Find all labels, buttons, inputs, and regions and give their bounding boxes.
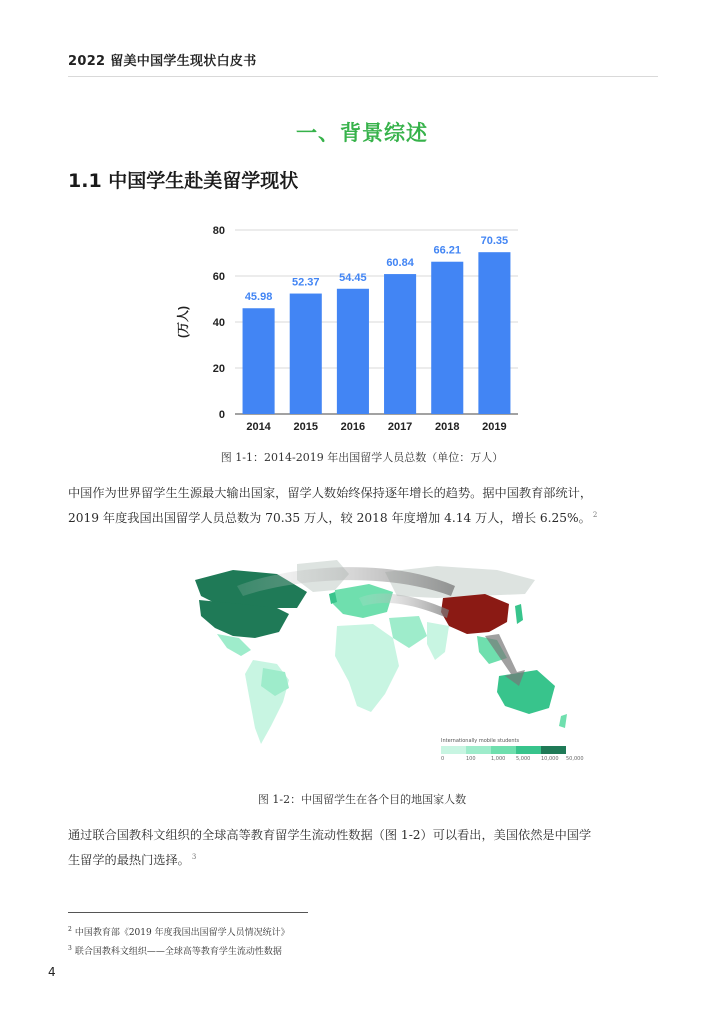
legend-label: 50,000 [566, 756, 584, 762]
legend-swatch-4 [516, 746, 541, 754]
bar [384, 274, 416, 414]
legend-label: 100 [466, 756, 476, 762]
new-zealand-shape [559, 714, 567, 728]
data-label: 70.35 [480, 235, 509, 248]
bar-chart [160, 214, 540, 444]
paragraph-1-line-1: 中国作为世界留学生生源最大输出国家，留学人数始终保持逐年增长的趋势。据中国教育部统计， [68, 486, 593, 500]
y-tick-label: 60 [212, 271, 225, 283]
bar [337, 289, 369, 414]
legend-label: 5,000 [516, 756, 531, 762]
map-legend-labels [441, 756, 591, 762]
data-label: 60.84 [386, 257, 414, 270]
footnote-ref-2[interactable]: 2 [592, 511, 598, 519]
india-shape [427, 622, 449, 660]
x-tick-label: 2019 [482, 421, 507, 433]
footnote-number: 2 [68, 926, 72, 933]
bar [290, 294, 322, 414]
australia-shape [497, 670, 555, 714]
y-axis-label: (万人) [176, 306, 190, 338]
footnote-2 [68, 925, 290, 938]
china-shape [441, 594, 509, 634]
x-tick-label: 2014 [246, 421, 271, 433]
legend-label: 10,000 [541, 756, 559, 762]
y-tick-label: 40 [212, 317, 225, 329]
map-legend-bar [441, 746, 566, 754]
page-number: 4 [48, 965, 56, 979]
data-label: 52.37 [291, 276, 320, 289]
x-tick-label: 2016 [340, 421, 366, 433]
x-tick-label: 2015 [293, 421, 318, 433]
data-label: 45.98 [244, 291, 273, 304]
footnote-text: 联合国教科文组织——全球高等教育学生流动性数据 [74, 947, 282, 957]
paragraph-1-line-2: 2019 年度我国出国留学人员总数为 70.35 万人，较 2018 年度增加 4.14 万人，增长 6.25%。 [68, 511, 591, 526]
footnote-number: 3 [68, 945, 72, 952]
legend-swatch-3 [491, 746, 516, 754]
middle-east-shape [389, 616, 427, 648]
y-tick-label: 20 [212, 363, 225, 375]
y-tick-label: 0 [218, 409, 225, 421]
legend-swatch-1 [441, 746, 466, 754]
legend-swatch-5 [541, 746, 566, 754]
header-title: 2022 留美中国学生现状白皮书 [68, 54, 257, 69]
legend-swatch-2 [466, 746, 491, 754]
legend-label: 0 [441, 756, 445, 762]
paragraph-2-line-2: 生留学的最热门选择。 [68, 853, 190, 868]
section-title: 一、背景综述 [296, 121, 428, 145]
data-label: 66.21 [433, 244, 462, 257]
bar [243, 308, 275, 414]
figure-caption-1: 图 1-1：2014-2019 年出国留学人员总数（单位：万人） [220, 451, 504, 464]
paragraph-1 [68, 482, 658, 529]
bar [478, 252, 510, 414]
mexico-shape [217, 634, 251, 656]
data-label: 54.45 [339, 271, 367, 284]
legend-label: 1,000 [491, 756, 506, 762]
header-divider [68, 76, 658, 77]
paragraph-2-line-1: 通过联合国教科文组织的全球高等教育留学生流动性数据（图 1-2）可以看出，美国依然是中国学 [68, 828, 592, 842]
japan-shape [515, 604, 523, 624]
footnote-3 [68, 944, 282, 957]
paragraph-2 [68, 824, 658, 871]
footnote-text: 中国教育部《2019 年度我国出国留学人员情况统计》 [74, 928, 290, 938]
x-tick-label: 2018 [435, 421, 460, 433]
map-legend-title: Internationally mobile students [441, 738, 520, 744]
subsection-title: 1.1 中国学生赴美留学现状 [68, 170, 299, 192]
footnote-ref-3[interactable]: 3 [191, 853, 197, 861]
x-tick-label: 2017 [387, 421, 413, 433]
figure-caption-2: 图 1-2：中国留学生在各个目的地国家人数 [257, 793, 467, 806]
bar [431, 262, 463, 414]
y-tick-label: 80 [212, 225, 225, 237]
footnote-divider [68, 912, 308, 913]
africa-shape [335, 624, 399, 712]
